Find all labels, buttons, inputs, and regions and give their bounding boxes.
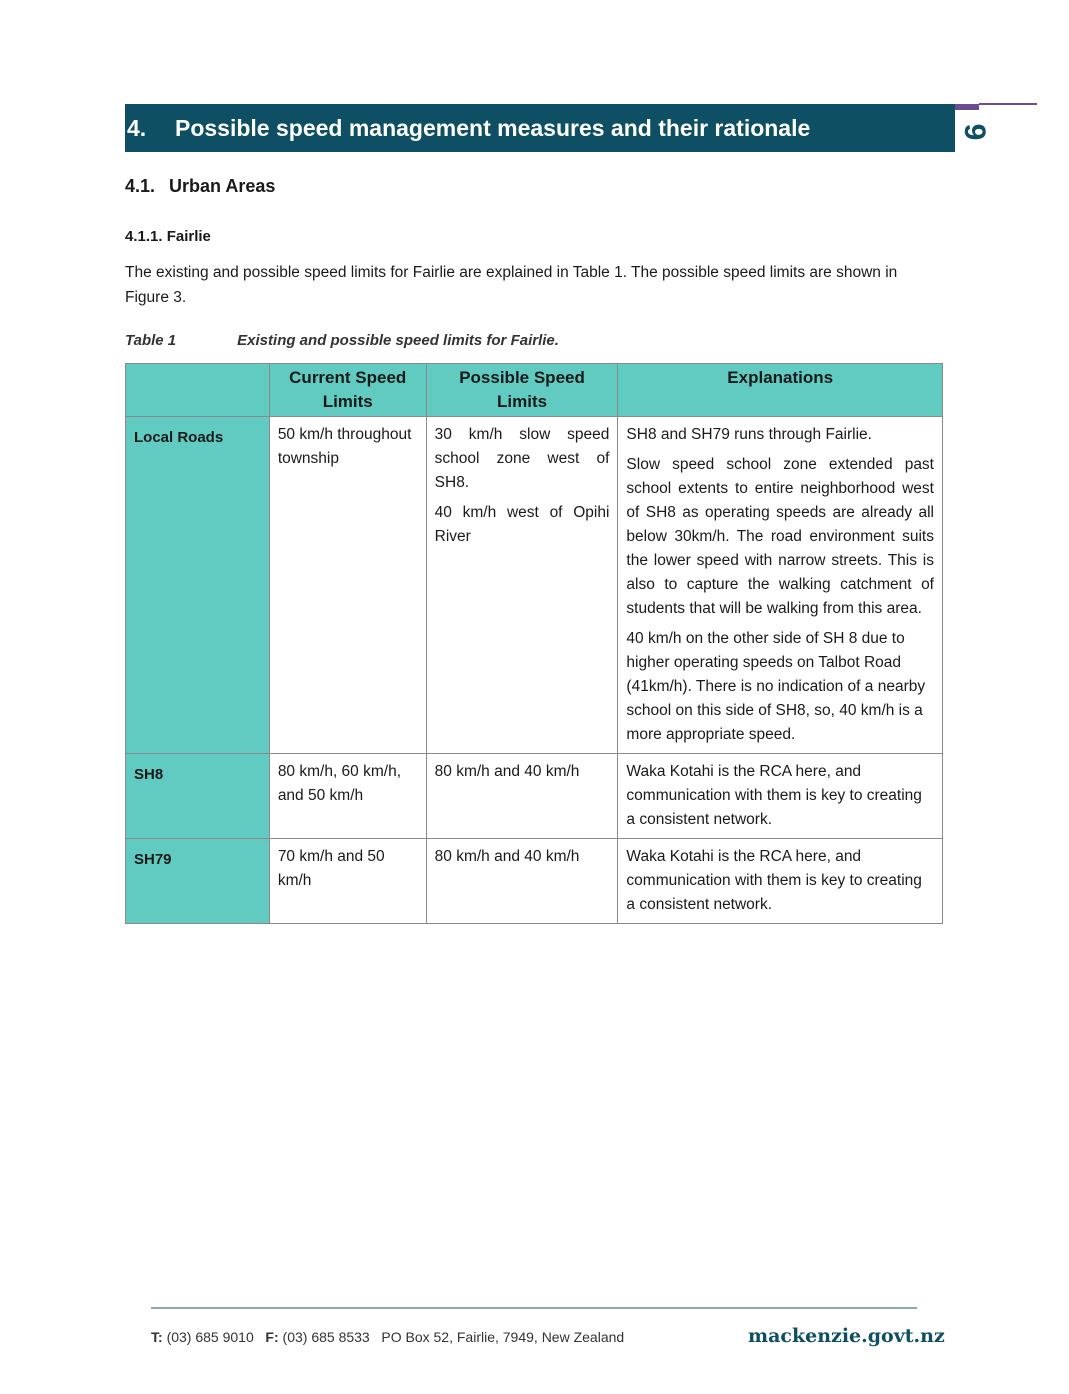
fax-label: F:	[265, 1329, 279, 1345]
speed-limits-table	[125, 363, 943, 924]
possible-limit-cell	[426, 754, 618, 839]
header-cell-road	[126, 364, 270, 417]
table-header-row	[126, 364, 943, 417]
header-cell-current: Current Speed Limits	[269, 364, 426, 417]
explanation-text: Slow speed school zone extended past school extents to entire neighborhood west of SH8 as operating speeds are already all below 30km/h. The road environment suits the lower speed with narrow streets. This is also to capture the walking catchment of students that will be walking from this area.	[626, 456, 934, 617]
footer-contact	[151, 1329, 624, 1345]
possible-limit-cell	[426, 839, 618, 924]
road-name-cell: SH8	[126, 754, 270, 839]
explanation-cell	[618, 417, 943, 754]
section-title: Possible speed management measures and their rationale	[175, 114, 811, 141]
explanation-text: Waka Kotahi is the RCA here, and communication with them is key to creating a consistent network.	[626, 763, 922, 828]
page-number-tab	[955, 104, 979, 110]
subsubsection-heading: 4.1.1. Fairlie	[125, 228, 211, 245]
table-row	[126, 417, 943, 754]
current-limit-cell: 80 km/h, 60 km/h, and 50 km/h	[269, 754, 426, 839]
explanation-cell	[618, 839, 943, 924]
table-caption-label: Table 1	[125, 332, 177, 349]
possible-limit-text: 80 km/h and 40 km/h	[434, 848, 580, 865]
table-row	[126, 839, 943, 924]
phone-label: T:	[151, 1329, 163, 1345]
postal-address: PO Box 52, Fairlie, 7949, New Zealand	[381, 1329, 625, 1345]
explanation-text: 40 km/h on the other side of SH 8 due to higher operating speeds on Talbot Road (41km/h). There is no indication of a nearby school on this side of SH8, so, 40 km/h is a more appropriate speed.	[626, 630, 926, 743]
subsection-title: Urban Areas	[169, 176, 276, 196]
table-caption-text: Existing and possible speed limits for Fairlie.	[237, 332, 559, 349]
possible-limit-text: 30 km/h slow speed school zone west of SH8.	[434, 426, 610, 491]
header-cell-possible: Possible Speed Limits	[426, 364, 618, 417]
road-name-cell: SH79	[126, 839, 270, 924]
current-limit-cell: 70 km/h and 50 km/h	[269, 839, 426, 924]
page-number: 9	[958, 123, 991, 141]
footer-website[interactable]: mackenzie.govt.nz	[748, 1325, 945, 1347]
page-number-rule	[979, 103, 1037, 105]
section-number: 4.	[127, 114, 147, 141]
explanation-cell	[618, 754, 943, 839]
section-banner	[125, 104, 955, 152]
table-caption	[125, 332, 559, 349]
road-name-cell: Local Roads	[126, 417, 270, 754]
possible-limit-text: 80 km/h and 40 km/h	[434, 763, 580, 780]
footer-divider	[151, 1307, 917, 1309]
table-row	[126, 754, 943, 839]
subsection-number: 4.1.	[125, 176, 156, 196]
phone-number: (03) 685 9010	[166, 1329, 254, 1345]
intro-paragraph: The existing and possible speed limits for Fairlie are explained in Table 1. The possible speed limits are shown in Figure 3.	[125, 264, 898, 306]
current-limit-cell: 50 km/h throughout township	[269, 417, 426, 754]
subsection-heading	[125, 176, 275, 197]
explanation-text: SH8 and SH79 runs through Fairlie.	[626, 426, 872, 443]
header-cell-explanations: Explanations	[618, 364, 943, 417]
possible-limit-text: 40 km/h west of Opihi River	[434, 504, 610, 545]
fax-number: (03) 685 8533	[282, 1329, 370, 1345]
explanation-text: Waka Kotahi is the RCA here, and communication with them is key to creating a consistent network.	[626, 848, 922, 913]
possible-limit-cell	[426, 417, 618, 754]
